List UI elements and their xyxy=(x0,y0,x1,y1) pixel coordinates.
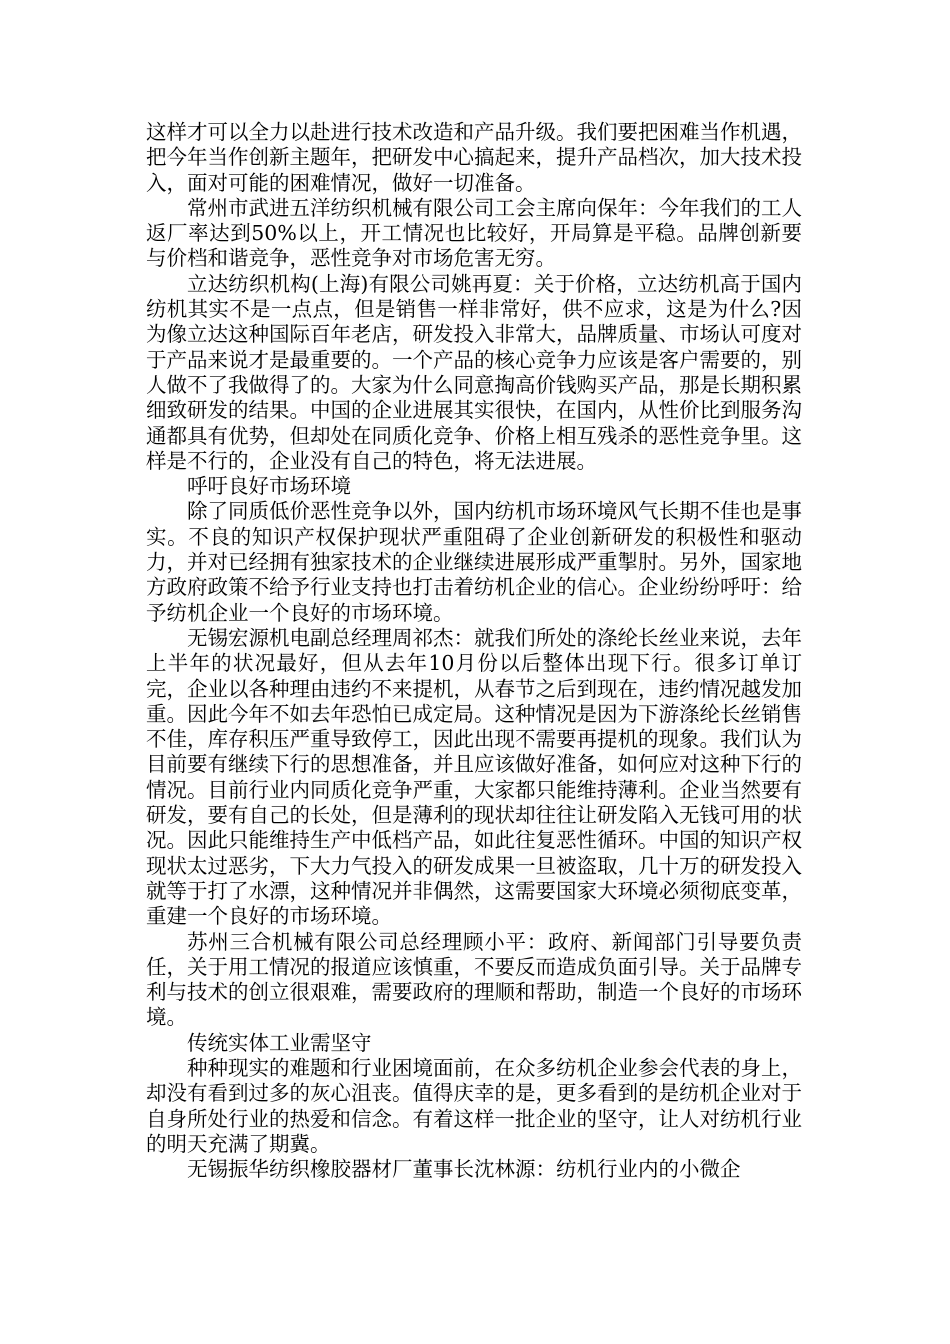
paragraph-wuxi-zhenhua: 无锡振华纺织橡胶器材厂董事长沈林源：纺机行业内的小微企 xyxy=(187,1157,741,1182)
section-heading-market-environment: 呼吁良好市场环境 xyxy=(187,474,351,499)
section-heading-traditional-industry: 传统实体工业需坚守 xyxy=(187,1030,372,1055)
paragraph-persistence: 种种现实的难题和行业困境面前，在众多纺机企业参会代表的身上，却没有看到过多的灰心沮丧。值得庆幸的是，更多看到的是纺机企业对于自身所处行业的热爱和信念。有着这样一批企业的坚守，让人对纺机行业的明天充满了期冀。 xyxy=(146,1055,802,1156)
document-page xyxy=(146,120,802,1182)
paragraph-continuation: 这样才可以全力以赴进行技术改造和产品升级。我们要把困难当作机遇，把今年当作创新主题年，把研发中心搞起来，提升产品档次，加大技术投入，面对可能的困难情况，做好一切准备。 xyxy=(146,120,802,195)
paragraph-suzhou-sanhe: 苏州三合机械有限公司总经理顾小平：政府、新闻部门引导要负责任，关于用工情况的报道应该慎重，不要反而造成负面引导。关于品牌专利与技术的创立很艰难，需要政府的理顺和帮助，制造一个良好的市场环境。 xyxy=(146,929,802,1030)
paragraph-market-environment: 除了同质低价恶性竞争以外，国内纺机市场环境风气长期不佳也是事实。不良的知识产权保护现状严重阻碍了企业创新研发的积极性和驱动力，并对已经拥有独家技术的企业继续进展形成严重掣肘。另外，国家地方政府政策不给予行业支持也打击着纺机企业的信心。企业纷纷呼吁：给予纺机企业一个良好的市场环境。 xyxy=(146,499,802,625)
paragraph-wuyang-textile: 常州市武进五洋纺织机械有限公司工会主席向保年：今年我们的工人返厂率达到50%以上，开工情况也比较好，开局算是平稳。品牌创新要与价档和谐竞争，恶性竞争对市场危害无穷。 xyxy=(146,195,802,271)
paragraph-wuxi-hongyuan: 无锡宏源机电副总经理周祁杰：就我们所处的涤纶长丝业来说，去年上半年的状况最好，但从去年10月份以后整体出现下行。很多订单订完，企业以各种理由违约不来提机，从春节之后到现在，违约情况越发加重。因此今年不如去年恐怕已成定局。这种情况是因为下游涤纶长丝销售不佳，库存积压严重导致停工，因此出现不需要再提机的现象。我们认为目前要有继续下行的思想准备，并且应该做好准备，如何应对这种下行的情况。目前行业内同质化竞争严重，大家都只能维持薄利。企业当然要有研发，要有自己的长处，但是薄利的现状却往往让研发陷入无钱可用的状况。因此只能维持生产中低档产品，如此往复恶性循环。中国的知识产权现状太过恶劣，下大力气投入的研发成果一旦被盗取，几十万的研发投入就等于打了水漂，这种情况并非偶然，这需要国家大环境必须彻底变革，重建一个良好的市场环境。 xyxy=(146,625,802,929)
paragraph-rieter-shanghai: 立达纺织机构(上海)有限公司姚再夏：关于价格，立达纺机高于国内纺机其实不是一点点，但是销售一样非常好，供不应求，这是为什么?因为像立达这种国际百年老店，研发投入非常大，品牌质量、市场认可度对于产品来说才是最重要的。一个产品的核心竞争力应该是客户需要的，别人做不了我做得了的。大家为什么同意掏高价钱购买产品，那是长期积累细致研发的结果。中国的企业进展其实很快，在国内，从性价比到服务沟通都具有优势，但却处在同质化竞争、价格上相互残杀的恶性竞争里。这样是不行的，企业没有自己的特色，将无法进展。 xyxy=(146,271,802,473)
